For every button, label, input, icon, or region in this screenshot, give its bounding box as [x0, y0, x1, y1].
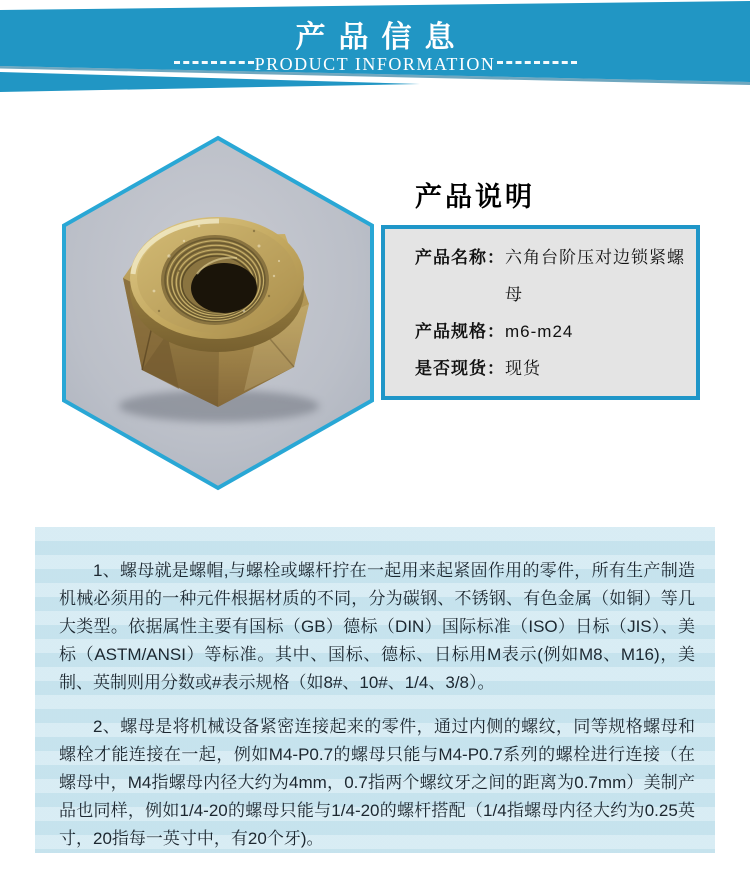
spec-value: m6-m24 — [505, 322, 574, 341]
spec-row-size — [415, 313, 686, 350]
product-spec-box — [381, 225, 700, 400]
spec-value: 六角台阶压对边锁紧螺母 — [505, 248, 685, 304]
banner-subtitle: PRODUCT INFORMATION — [254, 54, 496, 74]
product-photo-hexagon — [59, 126, 377, 498]
spec-row-name — [415, 239, 686, 313]
description-paragraph-2: 2、螺母是将机械设备紧密连接起来的零件，通过内侧的螺纹，同等规格螺母和螺栓才能连接在一起，例如M4-P0.7的螺母只能与M4-P0.7系列的螺栓进行连接（在螺母中，M4指螺母内径大约为4mm，0.7指两个螺纹牙之间的距离为0.7mm）美制产品也同样，例如1/4-20的螺母只能与1/4-20的螺杆搭配（1/4指螺母内径大约为0.25英寸，20指每一英寸中，有20个牙)。 — [59, 717, 695, 848]
spec-label: 产品名称： — [415, 248, 505, 267]
description-paragraph-1: 1、螺母就是螺帽,与螺栓或螺杆拧在一起用来起紧固作用的零件，所有生产制造机械必须用的一种元件根据材质的不同，分为碳钢、不锈钢、有色金属（如铜）等几大类型。依据属性主要有国标（GB）德标（DIN）国际标准（ISO）日标（JIS）、美标（ASTM/ANSI）等标准。其中、国标、德标、日标用M表示(例如M8、M16)，美制、英制则用分数或#表示规格（如8#、10#、1/4、3/8）。 — [59, 561, 695, 692]
product-info-banner — [0, 0, 750, 100]
hex-nut-image — [59, 126, 377, 498]
spec-value: 现货 — [505, 359, 541, 378]
spec-label: 是否现货： — [415, 359, 505, 378]
section-title: 产品说明 — [415, 182, 535, 212]
spec-row-stock — [415, 350, 686, 387]
dash-decoration-left-icon — [174, 61, 254, 64]
spec-label: 产品规格： — [415, 322, 505, 341]
dash-decoration-right-icon — [497, 61, 577, 64]
banner-title: 产品信息 — [295, 21, 468, 54]
description-panel — [35, 527, 715, 853]
